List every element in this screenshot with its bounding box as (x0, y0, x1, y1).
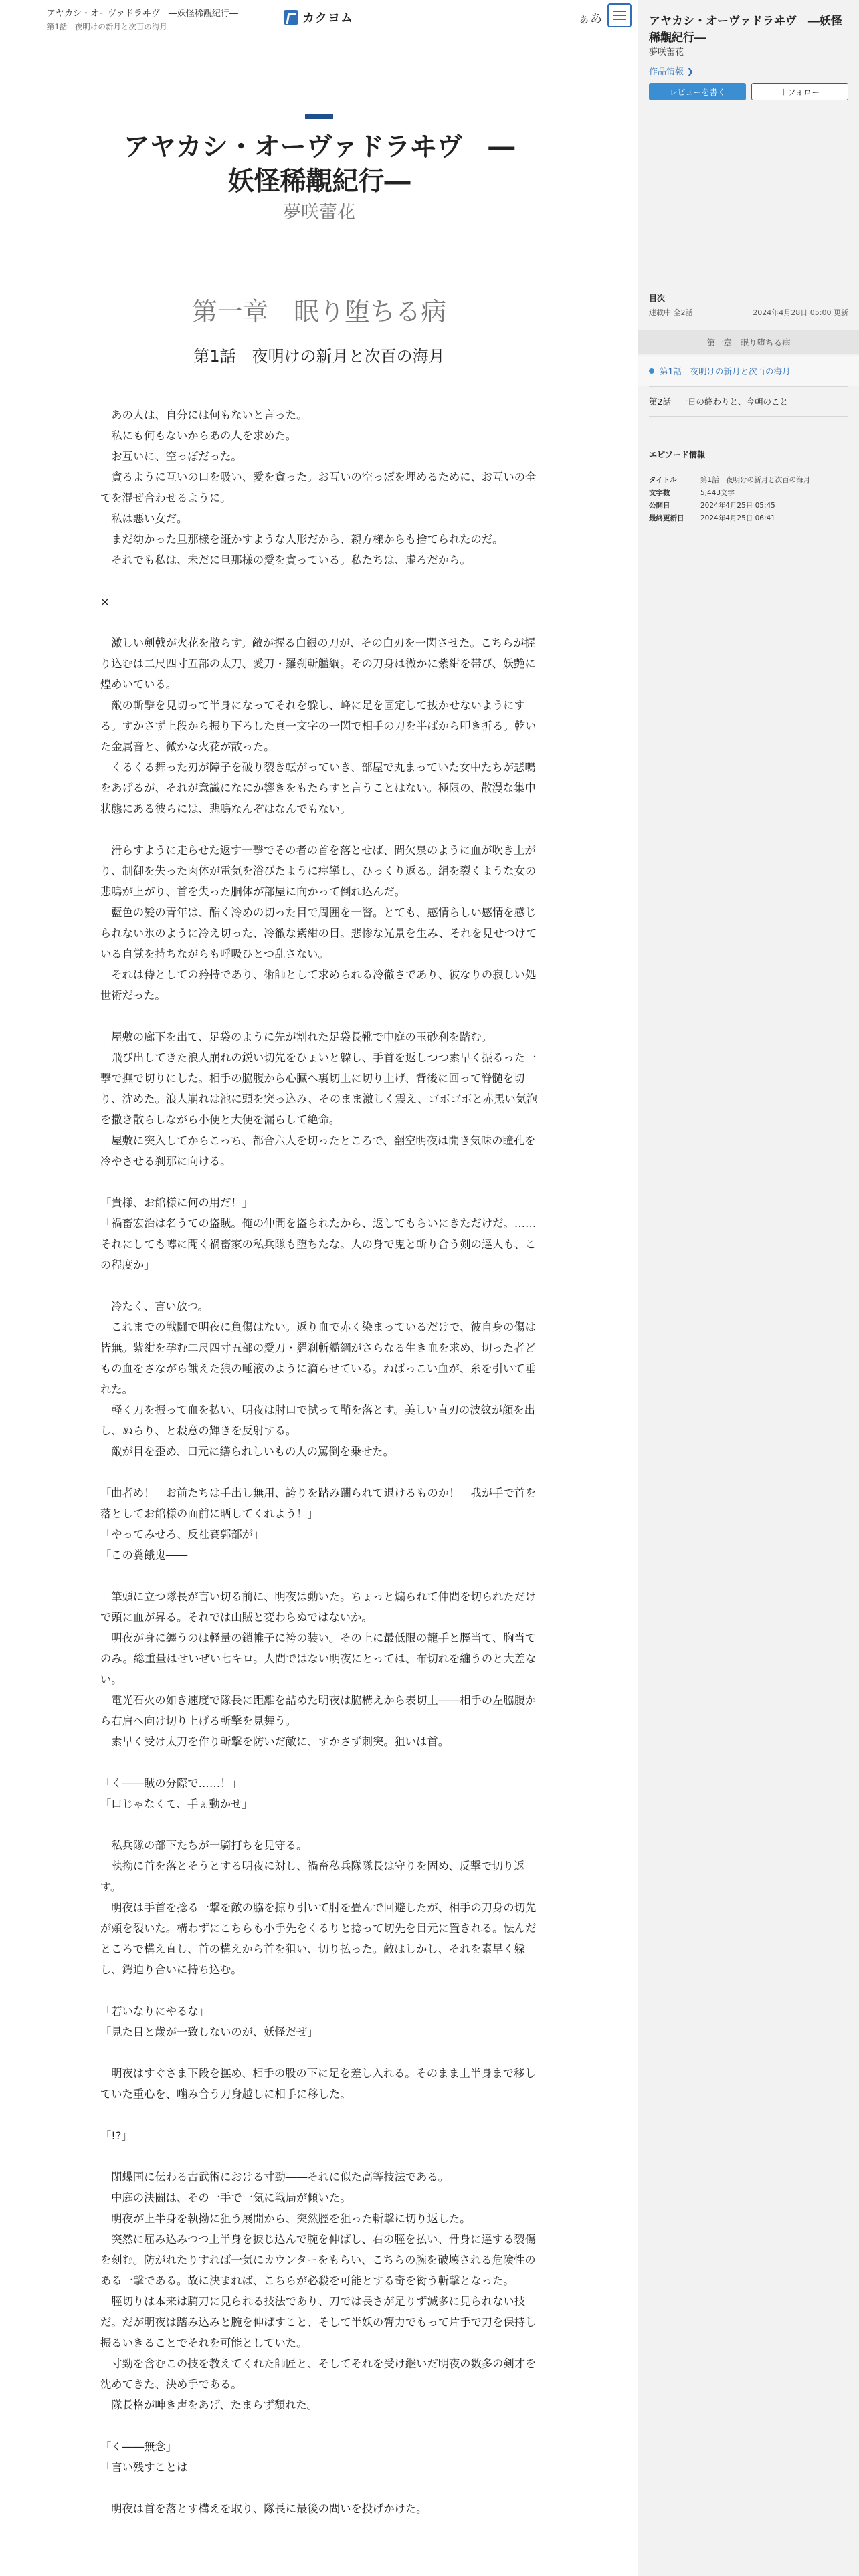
episode-info-key: タイトル (649, 476, 677, 484)
header-breadcrumb[interactable] (47, 6, 238, 32)
body-paragraph: 脛切りは本来は騎刀に見られる技法であり、刀では長さが足りず滅多に見られない技だ。だが明夜は踏み込みと腕を伸ばすこと、そして半妖の膂力でもって片手で刀を保持し振るいきることでそれを可能としていた。 (100, 2295, 537, 2349)
episode-title: 第1話 夜明けの新月と次百の海月 (193, 347, 445, 366)
kakuyomu-logo-icon (284, 10, 298, 25)
toc-episode-1[interactable] (638, 356, 859, 386)
body-paragraph: 軽く刀を振って血を払い、明夜は肘口で拭って鞘を落とす。美しい直刃の波紋が顔を出し、ぬらり、と殺意の輝きを反射する。 (100, 1404, 535, 1437)
work-title[interactable] (67, 130, 571, 199)
toc-chapter-heading: 第一章 眠り堕ちる病 (638, 330, 859, 354)
body-paragraph: 素早く受け太刀を作り斬撃を防いだ敵に、すかさず刺突。狙いは首。 (100, 1735, 450, 1748)
body-paragraph (100, 2478, 538, 2498)
body-paragraph: 「曲者め！ お前たちは手出し無用、誇りを踏み躙られて退けるものか！ 我が手で首を落としてお館様の面前に晒してくれよう！」 (100, 1487, 537, 1520)
episode-info-row (649, 512, 810, 524)
body-paragraph: 「貴様、お館様に何の用だ！」 (100, 1196, 253, 1209)
toc-label: 目次 (649, 294, 666, 303)
episode-info-value: 2024年4月25日 05:45 (700, 502, 775, 510)
body-paragraph: 貪るように互いの口を吸い、愛を貪った。お互いの空っぽを埋めるために、お互いの全てを混ぜ合わせるように。 (100, 471, 537, 504)
sidebar-work-title[interactable]: アヤカシ・オーヴァドラヰヴ ―妖怪稀覯紀行― (649, 15, 842, 45)
toc-episode-2[interactable]: 第2話 一日の終わりと、今朝のこと (649, 397, 788, 407)
body-paragraph: 寸勁を含むこの技を教えてくれた師匠と、そしてそれを受け継いだ明夜の数多の剣才を沈めてきた、決め手である。 (100, 2357, 537, 2391)
current-episode-dot-icon (649, 368, 654, 374)
body-paragraph: 敵が目を歪め、口元に繕られしいもの人の罵倒を乗せた。 (100, 1445, 394, 1458)
sidebar (638, 0, 859, 2576)
author-name[interactable]: 夢咲蕾花 (283, 202, 355, 223)
sidebar-author[interactable]: 夢咲蕾花 (649, 47, 684, 58)
body-paragraph: 明夜は手首を捻る一撃を敵の脇を掠り引いて肘を畳んで回避したが、相手の刀身の切先が頬を裂いた。構わずにこちらも小手先をくるりと捻って切先を目元に置きれる。怯んだところで構え直し、首の構えから首を狙い、切り払った。敵はしかし、それを素早く躱し、鍔迫り合いに持ち込む。 (100, 1901, 537, 1976)
header-episode-title: 第1話 夜明けの新月と次百の海月 (47, 22, 167, 31)
body-paragraph: それは侍としての矜持であり、術師として求められる冷徹さであり、彼なりの寂しい処世術だった。 (100, 968, 537, 1002)
body-paragraph: まだ幼かった旦那様を誑かすような人形だから、親方様からも捨てられたのだ。 (100, 533, 504, 546)
site-logo[interactable] (284, 9, 353, 26)
body-paragraph: 隊長格が呻き声をあげ、たまらず頽れた。 (100, 2399, 318, 2411)
body-paragraph: これまでの戦闘で明夜に負傷はない。返り血で赤く染まっているだけで、彼自身の傷は皆無。紫紺を孕む二尺四寸五部の愛刀・羅刹斬艦綱がさらなる生き血を求め、切った者どもの血をさながら餓えた狼の唾液のように滴らせている。ねばっこい血が、糸を引いて垂れた。 (100, 1321, 536, 1396)
body-paragraph: 明夜は首を落とす構えを取り、隊長に最後の問いを投げかけた。 (100, 2502, 427, 2515)
episode-info-key: 公開日 (649, 502, 670, 510)
body-paragraph: あの人は、自分には何もないと言った。 (100, 409, 308, 421)
body-paragraph (100, 1172, 538, 1192)
toc-updated: 2024年4月28日 05:00 更新 (753, 308, 848, 317)
menu-line (613, 11, 626, 12)
body-paragraph: 「く――賊の分際で……！」 (100, 1777, 242, 1790)
body-paragraph: 「口じゃなくて、手ぇ動かせ」 (100, 1798, 253, 1810)
episode-info-key: 最終更新日 (649, 514, 684, 522)
body-paragraph: 敵の斬撃を見切って半身になってそれを躱し、峰に足を固定して抜かせないようにする。すかさず上段から振り下ろした真一文字の一閃で相手の刀を半ばから叩き折る。乾いた金属音と、微かな火花が散った。 (100, 699, 537, 753)
body-paragraph: 屋敷に突入してからこっち、都合六人を切ったところで、翻空明夜は開き気味の瞳孔を冷やさせる刹那に向ける。 (100, 1134, 536, 1168)
menu-line (613, 15, 626, 16)
body-paragraph: くるくる舞った刃が障子を破り裂き転がっていき、部屋で丸まっていた女中たちが悲鳴をあげるが、それが意識になにか響きをもたらすと言うことはない。極限の、散漫な集中状態にある彼らには、悲鳴なんぞはなんでもない。 (100, 761, 536, 815)
episode-info-label: エピソード情報 (649, 450, 706, 459)
menu-line (613, 19, 626, 20)
logo-text: カクヨム (302, 11, 353, 25)
body-paragraph (100, 570, 538, 591)
toc-divider (649, 416, 848, 417)
body-paragraph: 「禍畜宏治は名うての盗賊。俺の仲間を盗られたから、返してもらいにきただけだ。……それにしても噂に聞く禍畜家の私兵隊も堕ちたな。人の身で鬼と斬り合う剣の達人も、この程度か」 (100, 1217, 537, 1271)
body-paragraph: 明夜が身に纏うのは軽量の鎖帷子に袴の装い。その上に最低限の籠手と脛当て、胸当てのみ。総重量はせいぜい七キロ。人間ではない明夜にとっては、布切れを纏うのと大差ない。 (100, 1632, 537, 1686)
body-paragraph: 中庭の決闘は、その一手で一気に戦局が傾いた。 (100, 2191, 351, 2204)
follow-button[interactable]: ＋フォロー (751, 83, 848, 100)
episode-info-row (649, 486, 810, 499)
body-paragraph: 執拗に首を落とそうとする明夜に対し、禍畜私兵隊隊長は守りを固め、反撃で切り返す。 (100, 1860, 525, 1893)
body-paragraph: 「若いなりにやるな」 (100, 2005, 209, 2018)
body-paragraph: 閉蝶国に伝わる古武術における寸勁――それに似た高等技法である。 (100, 2171, 450, 2183)
body-paragraph: 「く――無念」 (100, 2440, 177, 2453)
body-paragraph: 「この糞餓鬼――」 (100, 1549, 199, 1562)
episode-body (100, 405, 538, 2519)
body-paragraph: それでも私は、未だに旦那様の愛を貪っている。私たちは、虚ろだから。 (100, 554, 471, 566)
body-paragraph (100, 1752, 538, 1773)
body-paragraph (100, 1566, 538, 1586)
episode-info-value: 5,443文字 (700, 489, 735, 497)
episode-info-row (649, 499, 810, 512)
body-paragraph: 電光石火の如き速度で隊長に距離を詰めた明夜は脇構えから表切上――相手の左脇腹から右肩へ向け切り上げる斬撃を見舞う。 (100, 1694, 537, 1727)
episode-info-row (649, 473, 810, 486)
work-title-line-1: アヤカシ・オーヴァドラヰヴ ― (123, 132, 515, 163)
body-paragraph: 筆頭に立つ隊長が言い切る前に、明夜は動いた。ちょっと煽られて仲間を切られただけで頭に血が昇る。それでは山賊と変わらぬではないか。 (100, 1590, 537, 1624)
body-paragraph: 「言い残すことは」 (100, 2461, 199, 2474)
header-work-title[interactable]: アヤカシ・オーヴァドラヰヴ ―妖怪稀覯紀行― (47, 9, 238, 19)
body-paragraph: 飛び出してきた浪人崩れの鋭い切先をひょいと躱し、手首を返しつつ素早く振るった一撃で撫で切りにした。相手の脇腹から心臓へ裏切上に切り上げ、背後に回って脊髄を切り、沈めた。浪人崩れは池に頭を突っ込み、そのまま激しく震え、ゴボゴボと赤黒い気泡を撒き散らしながら小便と大便を漏らして絶命。 (100, 1051, 538, 1126)
body-paragraph (100, 1980, 538, 2001)
body-paragraph (100, 1462, 538, 1483)
hamburger-icon[interactable] (607, 3, 632, 27)
title-accent-bar (305, 114, 333, 119)
body-paragraph: 私兵隊の部下たちが一騎打ちを見守る。 (100, 1839, 308, 1852)
episode-info-key: 文字数 (649, 489, 670, 497)
body-paragraph: 明夜が上半身を執拗に狙う展開から、突然脛を狙った斬撃に切り返した。 (100, 2212, 471, 2225)
body-paragraph: 屋敷の廊下を出て、足袋のように先が割れた足袋長靴で中庭の玉砂利を踏む。 (100, 1031, 492, 1043)
toc-status: 連載中 全2話 (649, 308, 693, 317)
body-paragraph: 滑らすように走らせた返す一撃でその者の首を落とせば、間欠泉のように血が吹き上がり、制御を失った肉体が電気を浴びたように痙攣し、ひっくり返る。絹を裂くような女の悲鳴が上がり、首を失った胴体が部屋に向かって倒れ込んだ。 (100, 844, 537, 898)
body-paragraph (100, 1006, 538, 1027)
body-paragraph: 明夜はすぐさま下段を撫め、相手の股の下に足を差し入れる。そのまま上半身まで移していた重心を、噛み合う刀身越しに相手に移した。 (100, 2067, 536, 2101)
body-paragraph: 私は悪い女だ。 (100, 512, 188, 525)
body-paragraph: お互いに、空っぽだった。 (100, 450, 242, 463)
work-info-link[interactable]: 作品情報 ❯ (649, 67, 694, 77)
episode-info-table (649, 473, 810, 524)
chapter-title: 第一章 眠り堕ちる病 (191, 297, 446, 326)
review-button[interactable]: レビューを書く (649, 83, 746, 100)
body-paragraph (100, 1275, 538, 1296)
body-paragraph: 激しい剣戟が火花を散らす。敵が握る白銀の刀が、その白刃を一閃させた。こちらが握り込むは二尺四寸五部の太刀、愛刀・羅刹斬艦綱。その刀身は微かに紫紺を帯び、妖艶に煌めいている。 (100, 637, 536, 691)
body-paragraph (100, 2146, 538, 2167)
body-paragraph (100, 1814, 538, 1835)
body-paragraph: 「やってみせろ、反社賽郭部が」 (100, 1528, 264, 1541)
body-paragraph: 突然に屈み込みつつ上半身を捩じ込んで腕を伸ばし、右の脛を払い、骨身に達する裂傷を刻む。防がれたりすれば一気にカウンターをもらい、こちらの腕を破壊される危険性のある一撃である。故に決まれば、こちらが必殺を可能とする奇を衒う斬撃となった。 (100, 2233, 536, 2287)
body-paragraph: × (100, 595, 110, 608)
body-paragraph (100, 2042, 538, 2063)
body-paragraph: 「見た目と歳が一致しないのが、妖怪だぜ」 (100, 2026, 318, 2038)
toc-episode-1-label: 第1話 夜明けの新月と次百の海月 (660, 366, 791, 377)
body-paragraph (100, 612, 538, 633)
episode-info-value: 2024年4月25日 06:41 (700, 514, 775, 522)
body-paragraph: 冷たく、言い放つ。 (100, 1300, 209, 1313)
episode-info-value: 第1話 夜明けの新月と次百の海月 (700, 476, 811, 484)
reading-area (0, 33, 638, 2576)
font-size-toggle[interactable]: ぁあ (578, 12, 602, 26)
work-title-line-2: 妖怪稀覯紀行― (227, 167, 411, 197)
body-paragraph (100, 2105, 538, 2125)
body-paragraph: 藍色の髪の青年は、酷く冷めの切った目で周囲を一瞥。とても、感情らしい感情を感じられない氷のように冷え切った、冷徹な紫紺の目。悲惨な光景を生み、それを見せつけている自覚を持ちながらも呼吸ひとつ乱さない。 (100, 906, 537, 960)
body-paragraph: 私にも何もないからあの人を求めた。 (100, 429, 297, 442)
top-header (0, 0, 638, 33)
body-paragraph (100, 2416, 538, 2436)
body-paragraph: 「!?」 (100, 2129, 132, 2142)
body-paragraph (100, 819, 538, 840)
